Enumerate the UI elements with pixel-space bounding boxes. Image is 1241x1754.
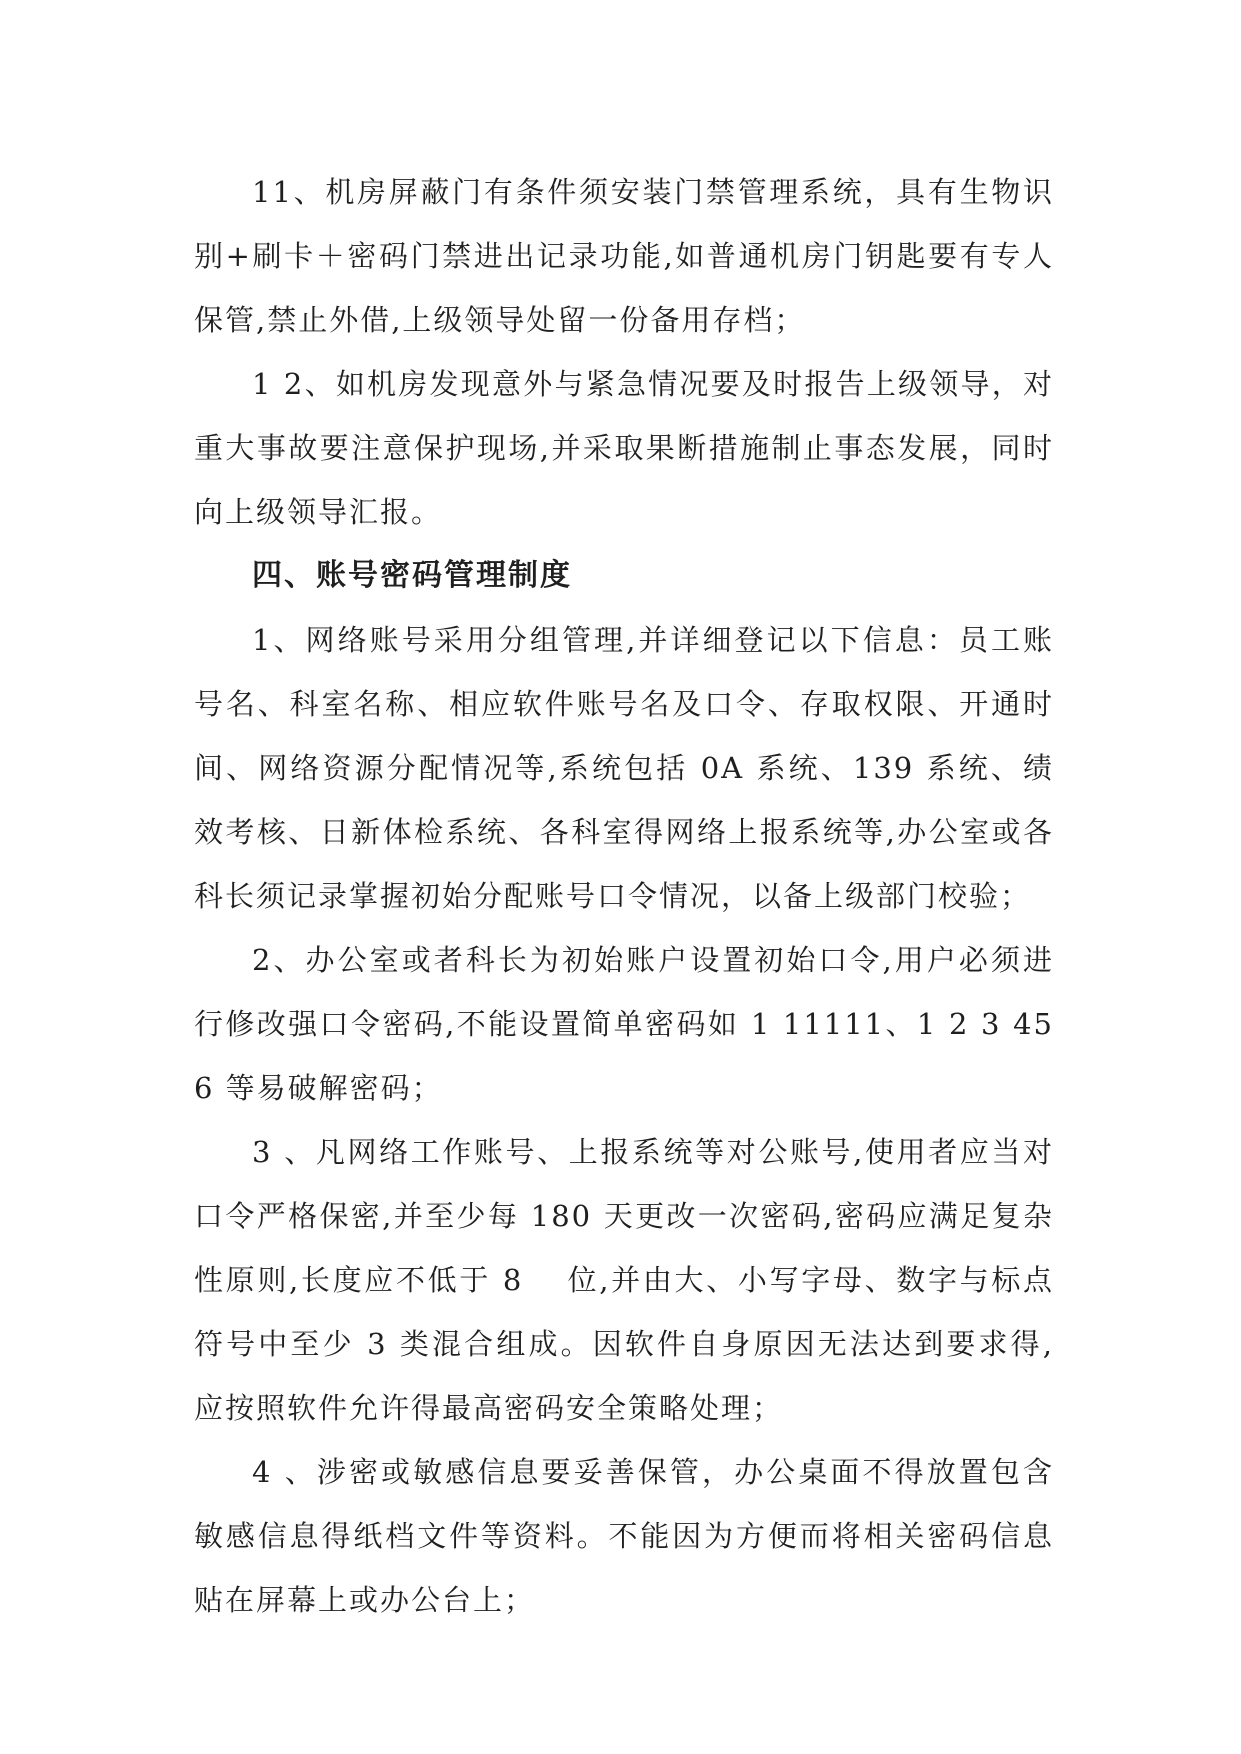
document-body <box>194 160 1054 1632</box>
section-heading: 四、账号密码管理制度 <box>252 558 572 593</box>
paragraph-item-3: 3 、凡网络工作账号、上报系统等对公账号,使用者应当对口令严格保密,并至少每 180 天更改一次密码,密码应满足复杂性原则,长度应不低于 8 位,并由大、小写字母、数字与标点符号中至少 3 类混合组成。因软件自身原因无法达到要求得,应按照软件允许得最高密码安全策略处理； <box>194 1135 1054 1425</box>
paragraph-item-11: 11、机房屏蔽门有条件须安装门禁管理系统，具有生物识别+刷卡＋密码门禁进出记录功能,如普通机房门钥匙要有专人保管,禁止外借,上级领导处留一份备用存档； <box>194 175 1054 337</box>
paragraph-item-4: 4 、涉密或敏感信息要妥善保管，办公桌面不得放置包含敏感信息得纸档文件等资料。不能因为方便而将相关密码信息贴在屏幕上或办公台上； <box>194 1455 1054 1617</box>
paragraph-item-12: 1 2、如机房发现意外与紧急情况要及时报告上级领导，对重大事故要注意保护现场,并采取果断措施制止事态发展，同时向上级领导汇报。 <box>194 367 1054 529</box>
paragraph-item-1: 1、网络账号采用分组管理,并详细登记以下信息：员工账号名、科室名称、相应软件账号名及口令、存取权限、开通时间、网络资源分配情况等,系统包括 0A 系统、139 系统、绩效考核、日新体检系统、各科室得网络上报系统等,办公室或各科长须记录掌握初始分配账号口令情况，以备上级部门校验； <box>194 623 1054 913</box>
paragraph-item-2: 2、办公室或者科长为初始账户设置初始口令,用户必须进行修改强口令密码,不能设置简单密码如 1 11111、1 2 3 45 6 等易破解密码； <box>194 943 1054 1105</box>
